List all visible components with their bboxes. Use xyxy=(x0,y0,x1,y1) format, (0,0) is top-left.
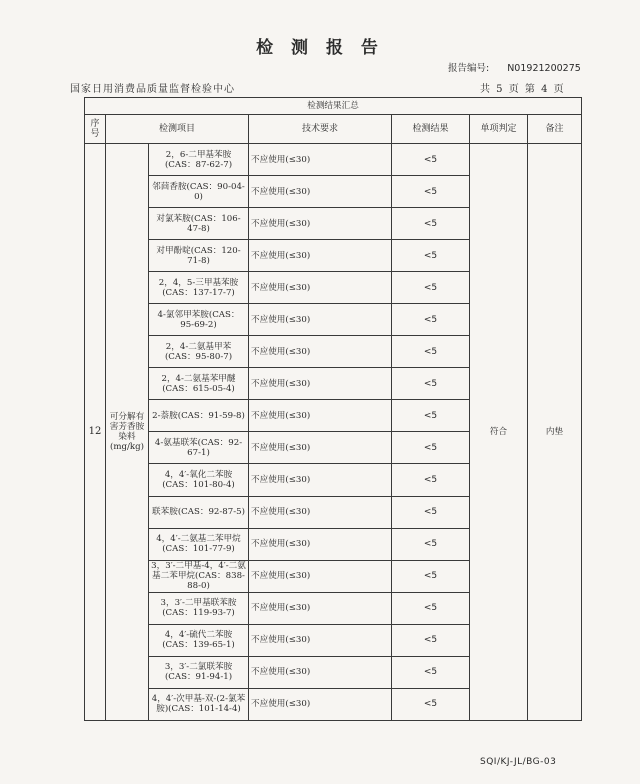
item-cell: 3，3′-二氯联苯胺(CAS：91-94-1) xyxy=(149,656,249,688)
item-cell: 联苯胺(CAS：92-87-5) xyxy=(149,496,249,528)
result-cell: <5 xyxy=(392,176,470,208)
result-cell: <5 xyxy=(392,560,470,592)
results-table xyxy=(84,97,582,721)
header-verdict: 单项判定 xyxy=(470,115,528,144)
item-cell: 2，6-二甲基苯胺(CAS：87-62-7) xyxy=(149,144,249,176)
report-number-value: N01921200275 xyxy=(507,63,581,74)
result-cell: <5 xyxy=(392,304,470,336)
item-cell: 4-氨基联苯(CAS：92-67-1) xyxy=(149,432,249,464)
requirement-cell: 不应使用(≤30) xyxy=(249,400,392,432)
requirement-cell: 不应使用(≤30) xyxy=(249,464,392,496)
report-number-label: 报告编号: xyxy=(448,63,490,74)
result-cell: <5 xyxy=(392,592,470,624)
result-cell: <5 xyxy=(392,656,470,688)
result-cell: <5 xyxy=(392,432,470,464)
item-cell: 2，4，5-三甲基苯胺(CAS：137-17-7) xyxy=(149,272,249,304)
result-cell: <5 xyxy=(392,336,470,368)
header-result: 检测结果 xyxy=(392,115,470,144)
item-cell: 4-氯邻甲苯胺(CAS：95-69-2) xyxy=(149,304,249,336)
requirement-cell: 不应使用(≤30) xyxy=(249,208,392,240)
item-cell: 邻茴香胺(CAS：90-04-0) xyxy=(149,176,249,208)
table-title: 检测结果汇总 xyxy=(85,98,582,115)
report-number xyxy=(448,60,581,74)
requirement-cell: 不应使用(≤30) xyxy=(249,688,392,720)
requirement-cell: 不应使用(≤30) xyxy=(249,368,392,400)
result-cell: <5 xyxy=(392,208,470,240)
requirement-cell: 不应使用(≤30) xyxy=(249,432,392,464)
result-cell: <5 xyxy=(392,144,470,176)
item-cell: 4，4′-硫代二苯胺(CAS：139-65-1) xyxy=(149,624,249,656)
result-cell: <5 xyxy=(392,528,470,560)
item-cell: 2-萘胺(CAS：91-59-8) xyxy=(149,400,249,432)
result-cell: <5 xyxy=(392,688,470,720)
result-cell: <5 xyxy=(392,496,470,528)
requirement-cell: 不应使用(≤30) xyxy=(249,304,392,336)
page-title: 检 测 报 告 xyxy=(256,38,384,58)
result-cell: <5 xyxy=(392,272,470,304)
seq-cell: 12 xyxy=(85,144,106,721)
result-cell: <5 xyxy=(392,368,470,400)
requirement-cell: 不应使用(≤30) xyxy=(249,144,392,176)
organization-name: 国家日用消费品质量监督检验中心 xyxy=(70,84,235,95)
item-cell: 对甲酚啶(CAS：120-71-8) xyxy=(149,240,249,272)
verdict-cell: 符合 xyxy=(470,144,528,721)
item-cell: 4，4′-次甲基-双-(2-氯苯胺)(CAS：101-14-4) xyxy=(149,688,249,720)
item-cell: 4，4′-氧化二苯胺(CAS：101-80-4) xyxy=(149,464,249,496)
results-body xyxy=(85,144,582,721)
category-cell: 可分解有害芳香胺染料(mg/kg) xyxy=(106,144,149,721)
item-cell: 对氯苯胺(CAS：106-47-8) xyxy=(149,208,249,240)
header-item: 检测项目 xyxy=(106,115,249,144)
result-cell: <5 xyxy=(392,240,470,272)
item-cell: 3，3′-二甲基-4，4′-二氨基二苯甲烷(CAS：838-88-0) xyxy=(149,560,249,592)
header-requirement: 技术要求 xyxy=(249,115,392,144)
table-row xyxy=(85,144,582,176)
item-cell: 4，4′-二氨基二苯甲烷(CAS：101-77-9) xyxy=(149,528,249,560)
requirement-cell: 不应使用(≤30) xyxy=(249,336,392,368)
requirement-cell: 不应使用(≤30) xyxy=(249,176,392,208)
remark-cell: 内垫 xyxy=(528,144,582,721)
header-seq: 序号 xyxy=(85,115,106,144)
requirement-cell: 不应使用(≤30) xyxy=(249,560,392,592)
requirement-cell: 不应使用(≤30) xyxy=(249,528,392,560)
requirement-cell: 不应使用(≤30) xyxy=(249,656,392,688)
item-cell: 3，3′-二甲基联苯胺(CAS：119-93-7) xyxy=(149,592,249,624)
result-cell: <5 xyxy=(392,464,470,496)
requirement-cell: 不应使用(≤30) xyxy=(249,496,392,528)
header-remark: 备注 xyxy=(528,115,582,144)
requirement-cell: 不应使用(≤30) xyxy=(249,272,392,304)
requirement-cell: 不应使用(≤30) xyxy=(249,240,392,272)
item-cell: 2，4-二氨基苯甲醚(CAS：615-05-4) xyxy=(149,368,249,400)
result-cell: <5 xyxy=(392,624,470,656)
requirement-cell: 不应使用(≤30) xyxy=(249,624,392,656)
page-indicator: 共 5 页 第 4 页 xyxy=(480,84,564,95)
item-cell: 2，4-二氨基甲苯(CAS：95-80-7) xyxy=(149,336,249,368)
form-code: SQI/KJ-JL/BG-03 xyxy=(480,757,557,767)
result-cell: <5 xyxy=(392,400,470,432)
requirement-cell: 不应使用(≤30) xyxy=(249,592,392,624)
